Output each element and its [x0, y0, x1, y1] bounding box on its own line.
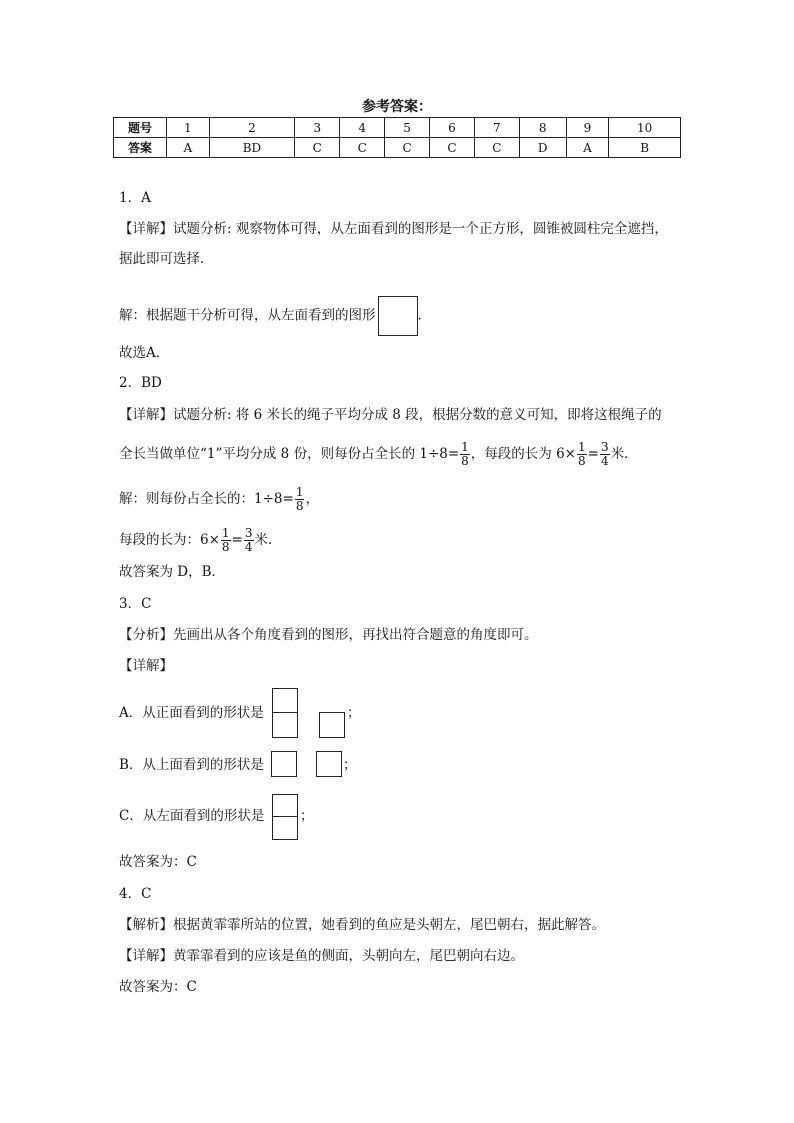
- table-cell: 5: [385, 118, 430, 138]
- fraction-numerator: 3: [600, 440, 609, 454]
- fraction-1-8: [221, 527, 231, 554]
- q1-detail-2: 据此即可选择．: [119, 251, 214, 267]
- q3-option-c-text: C．从左面看到的形状是: [119, 808, 265, 824]
- square-shape: [316, 751, 342, 777]
- fraction-denominator: 8: [578, 454, 586, 468]
- q4-conclusion: 故答案为：C: [119, 979, 197, 995]
- fraction-denominator: 8: [221, 540, 230, 554]
- divider-line: [272, 816, 298, 817]
- q3-option-c: [119, 806, 264, 826]
- q2-solution-text: 每段的长为：6×: [119, 532, 220, 548]
- table-cell: C: [340, 138, 385, 158]
- q4-analysis: 【解析】根据黄霏霏所站的位置，她看到的鱼应是头朝左，尾巴朝右，据此解答。: [119, 917, 605, 933]
- q2-solution-1: [119, 486, 319, 513]
- row-header-answer: 答案: [114, 138, 167, 158]
- q3-option-c-suffix: ；: [300, 808, 314, 824]
- q3-conclusion: 故答案为：C: [119, 854, 197, 870]
- q3-option-a-text: A．从正面看到的形状是: [119, 705, 264, 721]
- q2-detail-2-text: 全长当做单位“1”平均分成 8 份，则每份占全长的 1÷8=: [119, 446, 460, 462]
- q4-head: 4．C: [119, 886, 152, 902]
- answer-table: [113, 117, 681, 158]
- table-cell: 7: [474, 118, 519, 138]
- q3-head: 3．C: [119, 596, 152, 612]
- fraction-denominator: 8: [295, 499, 304, 513]
- q2-solution-text: 米．: [254, 532, 282, 548]
- q1-solution-text: 解：根据题干分析可得，从左面看到的图形: [119, 307, 376, 324]
- q3-option-a-suffix: ；: [347, 705, 361, 721]
- q3-option-b: [119, 755, 264, 775]
- table-cell: 6: [430, 118, 475, 138]
- q3-detail-label: 【详解】: [119, 658, 173, 674]
- q2-detail-2-text: ，每段的长为 6×: [470, 446, 576, 462]
- table-row: [114, 118, 681, 138]
- fraction-numerator: 3: [244, 526, 253, 540]
- q3-option-b-suffix: ；: [343, 757, 357, 773]
- q2-solution-text: 解：则每份占全长的：1÷8=: [119, 491, 294, 507]
- answer-title: 参考答案：: [362, 99, 432, 115]
- q3-option-b-text: B．从上面看到的形状是: [119, 757, 264, 773]
- table-cell: C: [385, 138, 430, 158]
- fraction-numerator: 1: [295, 485, 304, 499]
- q2-detail-1: 【详解】试题分析: 将 6 米长的绳子平均分成 8 段，根据分数的意义可知，即将这根绳子的: [119, 407, 662, 423]
- fraction-denominator: 4: [600, 454, 609, 468]
- table-cell: 1: [167, 118, 210, 138]
- q1-detail-1: 【详解】试题分析: 观察物体可得，从左面看到的图形是一个正方形，圆锥被圆柱完全遮挡，: [119, 221, 668, 237]
- q2-solution-2: [119, 527, 282, 554]
- fraction-numerator: 1: [221, 526, 230, 540]
- q1-head: 1．A: [119, 190, 151, 206]
- q1-conclusion: 故选A．: [119, 345, 170, 361]
- table-cell: D: [519, 138, 566, 158]
- table-cell: 2: [209, 118, 295, 138]
- table-cell: 3: [295, 118, 340, 138]
- table-cell: A: [566, 138, 609, 158]
- table-cell: BD: [209, 138, 295, 158]
- fraction-1-8: [295, 486, 305, 513]
- stacked-squares-shape: [272, 688, 298, 738]
- fraction-numerator: 1: [461, 440, 469, 454]
- table-cell: C: [295, 138, 340, 158]
- q2-detail-2-text: 米．: [610, 446, 638, 462]
- q1-solution: [119, 296, 431, 336]
- stacked-squares-shape: [272, 794, 298, 840]
- table-row: [114, 138, 681, 158]
- q2-head: 2．BD: [119, 375, 162, 391]
- table-cell: 4: [340, 118, 385, 138]
- q2-detail-2-text: =: [587, 446, 599, 462]
- fraction-denominator: 8: [461, 454, 469, 468]
- q2-detail-2: [119, 441, 638, 468]
- q2-solution-text: ，: [305, 491, 319, 507]
- table-cell: C: [430, 138, 475, 158]
- fraction-numerator: 1: [578, 440, 586, 454]
- table-cell: 10: [609, 118, 681, 138]
- table-cell: 9: [566, 118, 609, 138]
- square-shape: [378, 296, 418, 336]
- q4-detail: 【详解】黄霏霏看到的应该是鱼的侧面，头朝向左，尾巴朝向右边。: [119, 948, 524, 964]
- fraction-1-8: [577, 441, 587, 468]
- q2-conclusion: 故答案为 D，B．: [119, 564, 226, 580]
- fraction-3-4: [244, 527, 254, 554]
- table-cell: B: [609, 138, 681, 158]
- row-header-number: 题号: [114, 118, 167, 138]
- fraction-denominator: 4: [244, 540, 253, 554]
- fraction-1-8: [460, 441, 470, 468]
- q3-option-a: [119, 703, 264, 723]
- q3-analysis: 【分析】先画出从各个角度看到的图形，再找出符合题意的角度即可。: [119, 627, 538, 643]
- q1-solution-period: ．: [417, 307, 431, 324]
- square-shape: [271, 751, 297, 777]
- fraction-3-4: [600, 441, 610, 468]
- divider-line: [272, 712, 298, 713]
- square-shape: [319, 712, 345, 738]
- table-cell: A: [167, 138, 210, 158]
- table-cell: 8: [519, 118, 566, 138]
- table-cell: C: [474, 138, 519, 158]
- q2-solution-text: =: [231, 532, 243, 548]
